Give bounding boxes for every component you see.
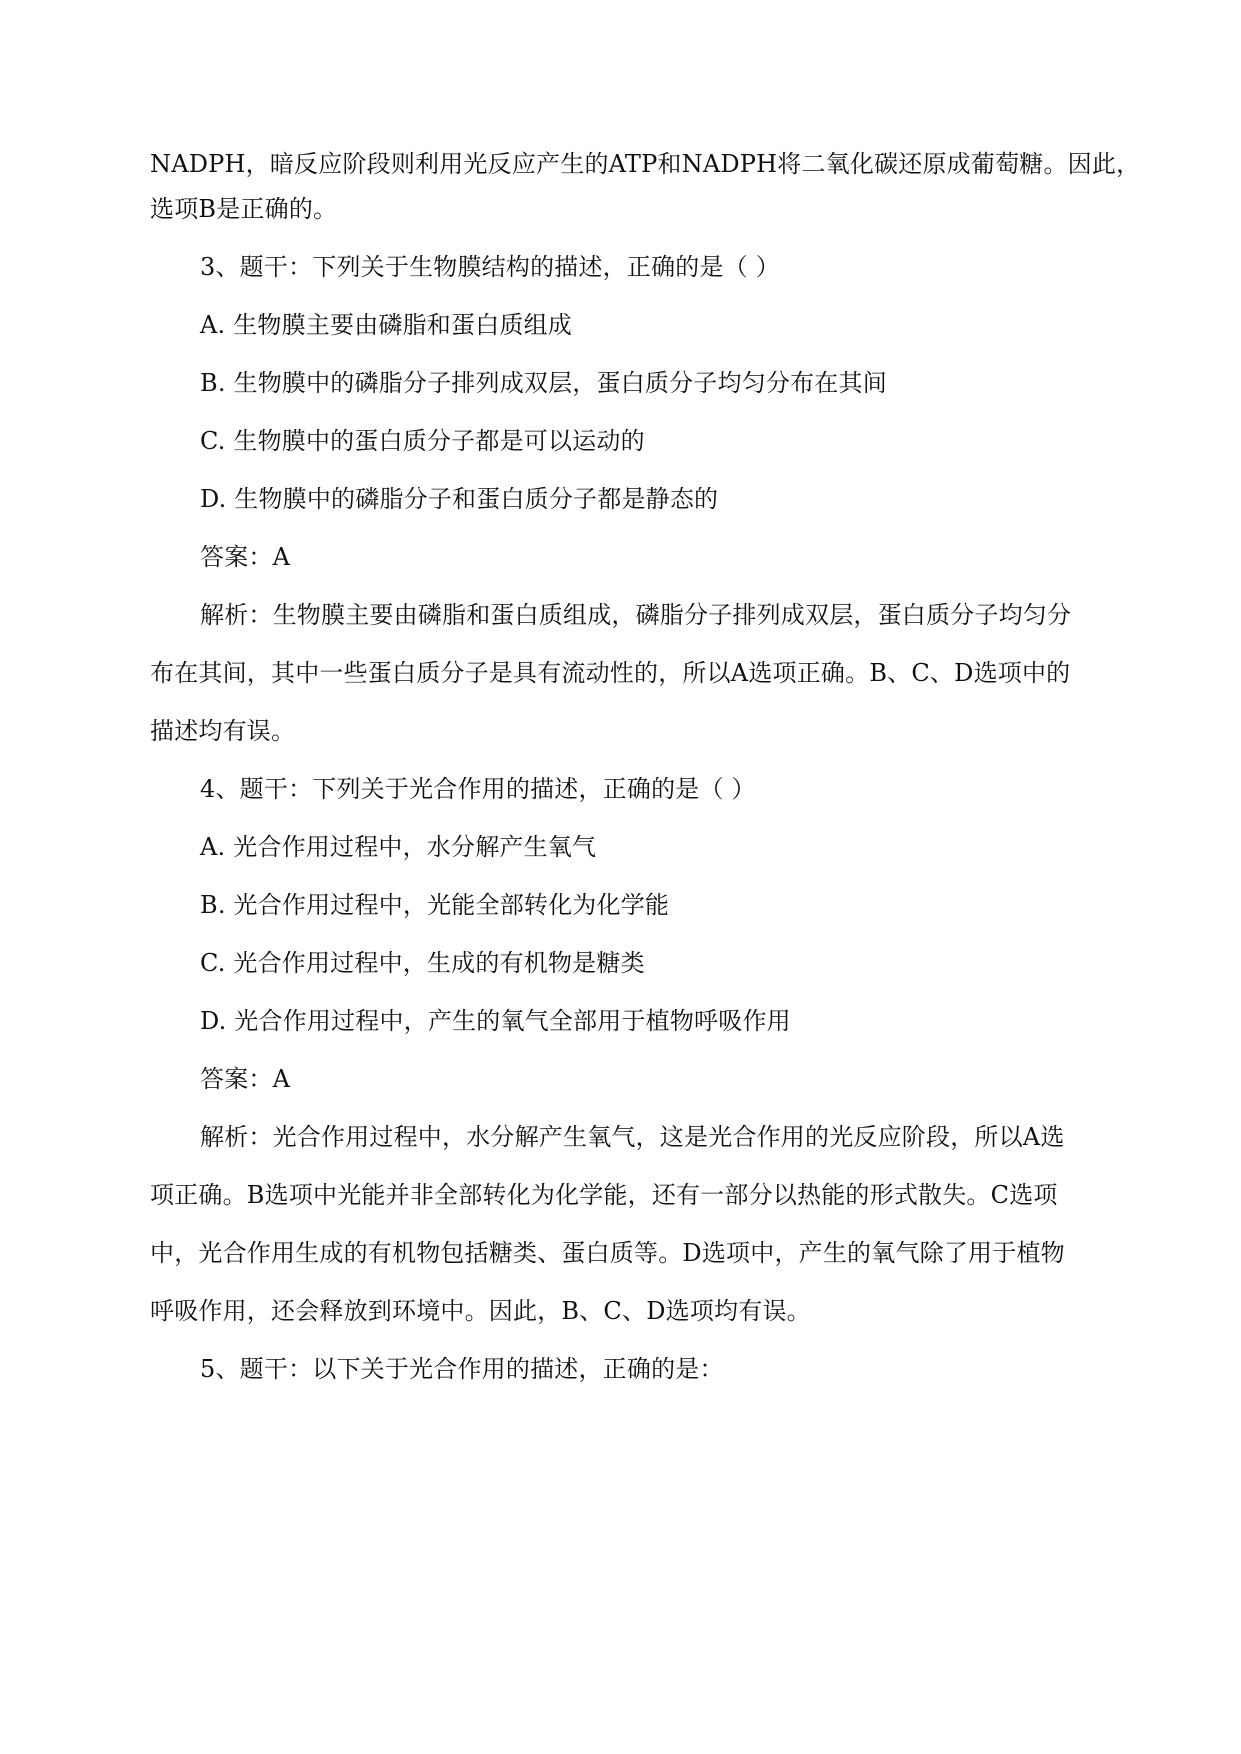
text-line: NADPH，暗反应阶段则利用光反应产生的ATP和NADPH将二氧化碳还原成葡萄糖。因此， [150,150,1141,178]
question-3-option-a: A. 生物膜主要由磷脂和蛋白质组成 [200,311,572,339]
question-5-stem: 5、题干：以下关于光合作用的描述，正确的是： [200,1355,724,1383]
question-4-option-a: A. 光合作用过程中，水分解产生氧气 [200,833,597,861]
question-4-answer: 答案：A [200,1065,291,1093]
question-4-option-c: C. 光合作用过程中，生成的有机物是糖类 [200,949,645,977]
question-3-option-b: B. 生物膜中的磷脂分子排列成双层，蛋白质分子均匀分布在其间 [200,369,887,397]
question-3-explanation: 布在其间，其中一些蛋白质分子是具有流动性的，所以A选项正确。B、C、D选项中的 [150,659,1071,687]
question-4-explanation: 项正确。B选项中光能并非全部转化为化学能，还有一部分以热能的形式散失。C选项 [150,1181,1058,1209]
question-4-explanation: 呼吸作用，还会释放到环境中。因此，B、C、D选项均有误。 [150,1297,811,1325]
question-3-answer: 答案：A [200,543,291,571]
question-4-explanation: 中，光合作用生成的有机物包括糖类、蛋白质等。D选项中，产生的氧气除了用于植物 [150,1239,1065,1267]
question-4-option-b: B. 光合作用过程中，光能全部转化为化学能 [200,891,670,919]
question-3-option-d: D. 生物膜中的磷脂分子和蛋白质分子都是静态的 [200,485,719,513]
question-3-stem: 3、题干：下列关于生物膜结构的描述，正确的是（ ） [200,253,780,281]
question-3-option-c: C. 生物膜中的蛋白质分子都是可以运动的 [200,427,645,455]
text-line: 选项B是正确的。 [150,195,338,223]
question-4-stem: 4、题干：下列关于光合作用的描述，正确的是（ ） [200,775,756,803]
question-4-explanation: 解析：光合作用过程中，水分解产生氧气，这是光合作用的光反应阶段，所以A选 [200,1123,1065,1151]
question-3-explanation: 描述均有误。 [150,717,296,745]
question-3-explanation: 解析：生物膜主要由磷脂和蛋白质组成，磷脂分子排列成双层，蛋白质分子均匀分 [200,601,1072,629]
question-4-option-d: D. 光合作用过程中，产生的氧气全部用于植物呼吸作用 [200,1007,791,1035]
